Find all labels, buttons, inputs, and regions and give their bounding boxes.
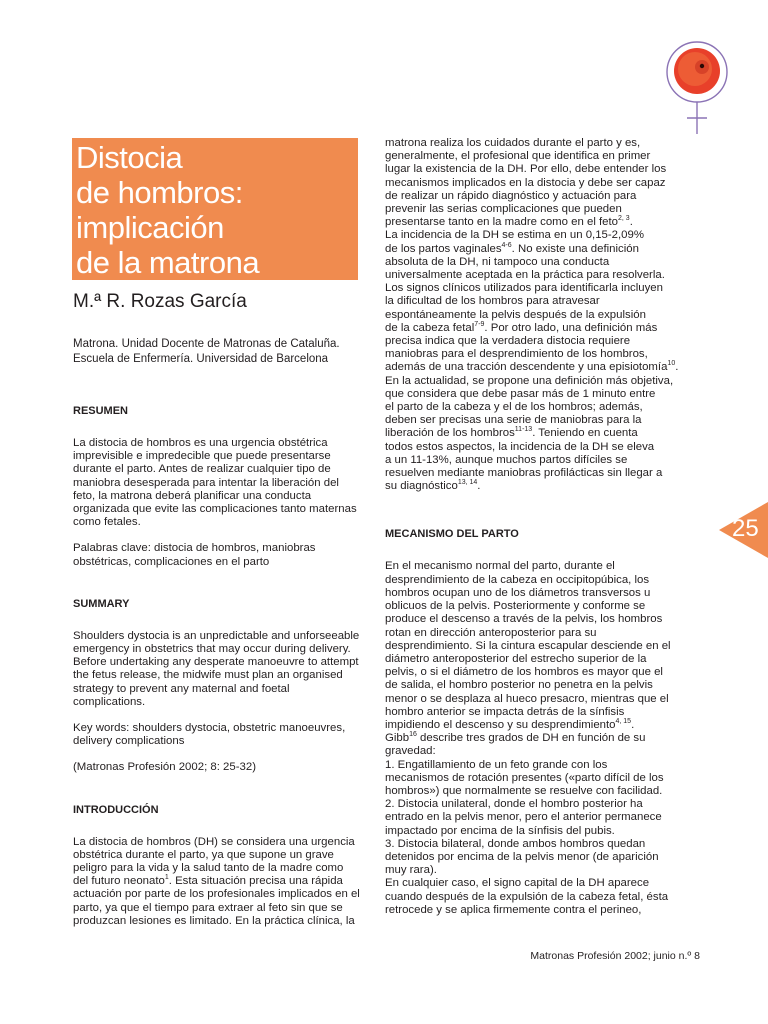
text-line: presentarse tanto en la madre como en el feto$^{2, 3}$. xyxy=(385,215,633,229)
text-line: hombro anterior se impacta detrás de la sínfisis xyxy=(385,705,625,718)
reference-mark: 1 xyxy=(164,874,169,882)
reference-mark: 16 xyxy=(409,731,417,739)
text-line: que considera que debe pasar más de 1 minuto entre xyxy=(385,387,656,400)
text-line: imprevisible e impredecible que puede presentarse xyxy=(73,450,331,463)
text-line: En la actualidad, se propone una definición más objetiva, xyxy=(385,374,674,387)
text-fragment: liberación de los hombros xyxy=(385,427,515,440)
text-line: espontáneamente la pelvis después de la expulsión xyxy=(385,308,646,321)
female-symbol-with-cell-icon xyxy=(662,40,732,136)
text-line: 2. Distocia unilateral, donde el hombro posterior ha xyxy=(385,798,643,811)
text-line: produzcan lesiones es limitado. En la práctica clínica, la xyxy=(73,914,355,927)
reference-mark: 4-6 xyxy=(501,241,512,249)
text-fragment: además de una tracción descendente y una episiotomía xyxy=(385,361,668,374)
text-line: diámetro anteroposterior del estrecho superior de la xyxy=(385,652,647,665)
text-line: todos estos aspectos, la incidencia de la DH se eleva xyxy=(385,440,655,453)
text-line: desprendimiento. Si la cintura escapular desciende en el xyxy=(385,639,671,652)
text-line: generalmente, el profesional que identifica en primer xyxy=(385,150,651,163)
text-line: rotan en dirección anteroposterior para su xyxy=(385,626,597,639)
introduccion-continued xyxy=(385,137,677,493)
affiliation-line: Escuela de Enfermería. Universidad de Barcelona xyxy=(73,353,329,365)
text-line xyxy=(385,243,677,256)
text-fragment: . Por otro lado, una definición más xyxy=(484,321,658,334)
right-column xyxy=(385,137,677,930)
reference-mark: 13, 14 xyxy=(457,479,478,487)
text-line: oblicuos de la pelvis. Posteriormente y conforme se xyxy=(385,600,646,613)
reference-mark: 7-9 xyxy=(474,321,485,329)
introduccion-paragraph xyxy=(73,836,365,928)
text-line: gravedad: xyxy=(385,745,436,758)
text-line: organizada que evite las complicaciones tanto maternas xyxy=(73,503,357,516)
left-column xyxy=(73,404,365,941)
text-line: entrado en la pelvis menor, pero el anterior permanece xyxy=(385,811,662,824)
text-line: the fetus release, the midwife must plan an organised xyxy=(73,669,343,682)
text-line: precisa indica que la verdadera distocia requiere xyxy=(385,335,631,348)
text-fragment: describe tres grados de DH en función de su xyxy=(416,732,646,745)
citation xyxy=(73,761,365,774)
text-line xyxy=(385,322,677,335)
text-line: mecanismos implicados en la distocia y debe ser capaz xyxy=(385,176,666,189)
reference-mark: 4, 15 xyxy=(615,718,632,726)
text-line: pelvis, o si el diámetro de los hombros es mayor que el xyxy=(385,666,663,679)
text-line: además de una tracción descendente y una episiotomía$^{10}$. xyxy=(385,360,679,374)
text-line: el parto de la cabeza y el de los hombros; además, xyxy=(385,401,643,414)
text-fragment: su diagnóstico xyxy=(385,480,458,493)
text-line: En cualquier caso, el signo capital de la DH aparece xyxy=(385,877,650,890)
key-words xyxy=(73,722,365,748)
text-line xyxy=(385,480,677,493)
text-line: actuación por parte de los profesionales implicados en el xyxy=(73,888,360,901)
reference-mark: 2, 3 xyxy=(618,215,630,223)
text-line: muy rara). xyxy=(385,864,437,877)
introduccion-heading: INTRODUCCIÓN xyxy=(73,803,159,816)
text-line: hombros ocupan uno de los diámetros transversos u xyxy=(385,586,651,599)
text-line: La distocia de hombros (DH) se considera una urgencia xyxy=(73,835,355,848)
summary-paragraph xyxy=(73,630,365,709)
text-line: durante el parto. Antes de realizar cualquier tipo de xyxy=(73,463,331,476)
text-line: Shoulders dystocia is an unpredictable and unforseeable xyxy=(73,629,360,642)
text-line: prevenir las serias complicaciones que pueden xyxy=(385,203,622,216)
article-title-line-4: de la matrona xyxy=(76,245,260,280)
text-line: universalmente aceptada en la práctica para resolverla. xyxy=(385,269,665,282)
text-line: retrocede y se aplica firmemente contra el perineo, xyxy=(385,903,642,916)
text-line: En el mecanismo normal del parto, durante el xyxy=(385,560,615,573)
page-number: 25 xyxy=(732,515,759,542)
text-line: obstétricas, complicaciones en el parto xyxy=(73,555,270,568)
article-title-line-2: de hombros: xyxy=(76,175,243,210)
text-line: delivery complications xyxy=(73,735,185,748)
text-fragment: . No existe una definición xyxy=(511,242,639,255)
mecanismo-heading: MECANISMO DEL PARTO xyxy=(385,528,519,541)
text-line: menor o se desplaza al hueco presacro, mientras que el xyxy=(385,692,669,705)
text-line: impidiendo el descenso y su desprendimiento$^{4, 15}$. xyxy=(385,718,635,731)
text-line: maniobras para el desprendimiento de los hombros, xyxy=(385,348,648,361)
text-line: Los signos clínicos utilizados para identificarla incluyen xyxy=(385,282,663,295)
text-fragment: . xyxy=(477,480,481,493)
text-line: obstétrica durante el parto, ya que supone un grave xyxy=(73,848,334,861)
text-fragment: de los partos vaginales xyxy=(385,242,502,255)
text-line: parto, ya que el tiempo para extraer al feto sin que se xyxy=(73,901,343,914)
text-line: de salida, el hombro posterior no penetra en la pelvis xyxy=(385,679,653,692)
text-line: resuelven mediante maniobras profilácticas sin llegar a xyxy=(385,467,663,480)
text-line: maniobra desesperada para intentar la liberación del xyxy=(73,476,339,489)
text-line: cuando después de la expulsión de la cabeza fetal, ésta xyxy=(385,890,669,903)
text-line: emergency in obstetrics that may occur during delivery. xyxy=(73,643,351,656)
text-line: la dificultad de los hombros para atravesar xyxy=(385,295,600,308)
affiliation-line: Matrona. Unidad Docente de Matronas de Cataluña. xyxy=(73,338,340,350)
text-line: produce el descenso a través de la pelvis, los hombros xyxy=(385,613,663,626)
text-line: a un 11-13%, aunque muchos partos difíciles se xyxy=(385,453,628,466)
text-line: complications. xyxy=(73,695,146,708)
text-line: La distocia de hombros es una urgencia obstétrica xyxy=(73,437,328,449)
text-line: mecanismos de rotación presentes («parto difícil de los xyxy=(385,771,664,784)
text-line: de realizar un rápido diagnóstico y actuación para xyxy=(385,189,637,202)
text-line: lugar la existencia de la DH. Por ello, debe entender los xyxy=(385,163,667,176)
text-fragment: de la cabeza fetal xyxy=(385,321,475,334)
text-line: impactado por encima de la sínfisis del pubis. xyxy=(385,824,615,837)
text-line: 3. Distocia bilateral, donde ambos hombros quedan xyxy=(385,837,646,850)
reference-mark: 11-13 xyxy=(514,426,533,434)
author-name: M.ª R. Rozas García xyxy=(73,291,247,312)
text-fragment: Gibb xyxy=(385,732,410,745)
text-fragment: . Teniendo en cuenta xyxy=(532,427,638,440)
text-line: 1. Engatillamiento de un feto grande con los xyxy=(385,758,608,771)
text-fragment: presentarse tanto en la madre como en el feto xyxy=(385,216,619,229)
text-line xyxy=(385,427,677,440)
title-block xyxy=(72,138,358,280)
mecanismo-paragraph xyxy=(385,560,677,916)
text-line: desprendimiento de la cabeza en occipitopúbica, los xyxy=(385,573,650,586)
text-line: Palabras clave: distocia de hombros, maniobras xyxy=(73,542,316,555)
text-line: detenidos por encima de la pelvis menor (de aparición xyxy=(385,850,659,863)
text-line: deben ser precisas una serie de maniobras para la xyxy=(385,414,642,427)
text-line: peligro para la vida y la salud tanto de la madre como xyxy=(73,862,344,875)
author-affiliation xyxy=(73,337,363,367)
text-line: absoluta de la DH, ni tampoco una conducta xyxy=(385,255,610,268)
text-line: Before undertaking any desperate manoeuvre to attempt xyxy=(73,656,359,669)
text-line: feto, la matrona deberá planificar una conducta xyxy=(73,489,312,502)
text-line: como fetales. xyxy=(73,516,141,529)
resumen-paragraph xyxy=(73,437,365,529)
palabras-clave xyxy=(73,542,365,568)
text-line: strategy to prevent any maternal and foetal xyxy=(73,682,290,695)
text-line xyxy=(73,875,365,888)
text-fragment: del futuro neonato xyxy=(73,875,165,888)
text-line: La incidencia de la DH se estima en un 0,15-2,09% xyxy=(385,229,644,242)
text-line: hombros») que normalmente se resuelve con facilidad. xyxy=(385,784,663,797)
reference-mark: 10 xyxy=(667,360,676,368)
text-line xyxy=(385,732,677,745)
resumen-heading: RESUMEN xyxy=(73,405,129,417)
text-line: Key words: shoulders dystocia, obstetric manoeuvres, xyxy=(73,722,346,735)
article-title-line-3: implicación xyxy=(76,210,224,245)
summary-heading: SUMMARY xyxy=(73,597,130,610)
text-line: matrona realiza los cuidados durante el parto y es, xyxy=(385,137,641,149)
page-footer: Matronas Profesión 2002; junio n.º 8 xyxy=(530,950,700,962)
article-title-line-1: Distocia xyxy=(76,140,183,175)
citation-text: (Matronas Profesión 2002; 8: 25-32) xyxy=(73,761,256,774)
text-fragment: impidiendo el descenso y su desprendimiento xyxy=(385,718,616,731)
text-fragment: . Esta situación precisa una rápida xyxy=(168,875,343,888)
